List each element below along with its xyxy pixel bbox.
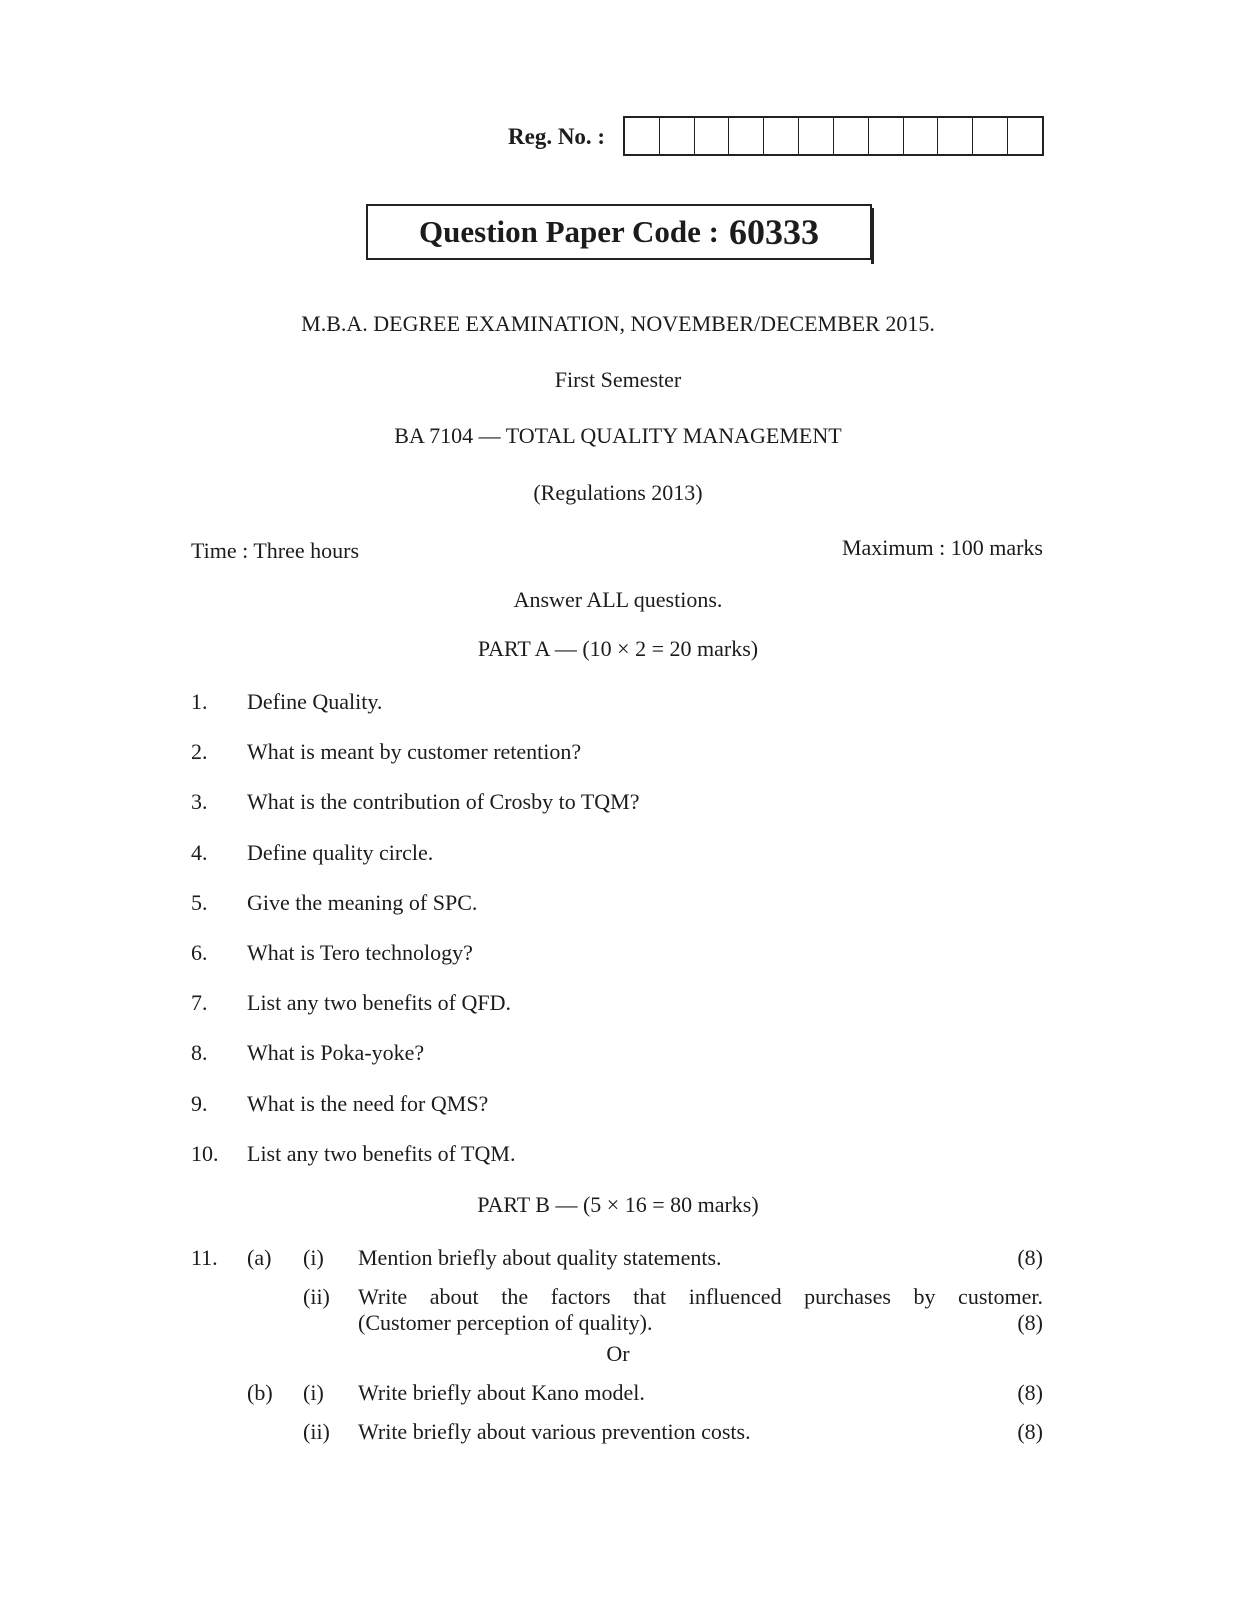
semester: First Semester (554, 367, 682, 392)
reg-no-cell[interactable] (764, 118, 799, 154)
sub-question-text: Write briefly about various prevention costs. (358, 1419, 751, 1444)
reg-no-cell[interactable] (625, 118, 660, 154)
question-text: What is Tero technology? (247, 940, 473, 965)
subject: BA 7104 — TOTAL QUALITY MANAGEMENT (394, 423, 842, 448)
question-text: What is the contribution of Crosby to TQM? (247, 789, 640, 814)
reg-no-cell[interactable] (799, 118, 834, 154)
reg-no-cell[interactable] (729, 118, 764, 154)
question-number: 7. (191, 990, 208, 1015)
sub-ii-label: (ii) (303, 1284, 330, 1309)
question-number: 6. (191, 940, 208, 965)
question-number: 3. (191, 789, 208, 814)
reg-no-label: Reg. No. : (508, 124, 606, 149)
marks-label: (8) (1017, 1310, 1043, 1335)
question-number: 5. (191, 890, 208, 915)
option-a-label: (a) (247, 1245, 272, 1270)
regulations: (Regulations 2013) (533, 480, 703, 505)
part-b-heading: PART B — (5 × 16 = 80 marks) (477, 1192, 759, 1217)
question-text: Give the meaning of SPC. (247, 890, 478, 915)
reg-no-cell[interactable] (660, 118, 695, 154)
sub-question-text: Mention briefly about quality statements. (358, 1245, 722, 1270)
exam-title: M.B.A. DEGREE EXAMINATION, NOVEMBER/DECEMBER 2015. (301, 311, 935, 336)
reg-no-cell[interactable] (973, 118, 1008, 154)
question-text: List any two benefits of QFD. (247, 990, 511, 1015)
maximum-marks: Maximum : 100 marks (841, 535, 1043, 560)
reg-no-cell[interactable] (869, 118, 904, 154)
sub-i-label: (i) (303, 1245, 324, 1270)
sub-question-text-cont: (Customer perception of quality). (358, 1310, 653, 1335)
marks-label: (8) (1017, 1245, 1043, 1270)
question-text: Define Quality. (247, 689, 383, 714)
option-b-label: (b) (247, 1380, 273, 1405)
reg-no-cell[interactable] (1008, 118, 1042, 154)
question-text: What is the need for QMS? (247, 1091, 489, 1116)
question-number: 1. (191, 689, 208, 714)
reg-no-cell[interactable] (938, 118, 973, 154)
question-text: Define quality circle. (247, 840, 434, 865)
code-label: Question Paper Code : (419, 214, 719, 249)
sub-question-text: Write about the factors that influenced purchases by customer. (358, 1284, 1043, 1309)
reg-no-cell[interactable] (904, 118, 939, 154)
question-text: What is meant by customer retention? (247, 739, 582, 764)
marks-label: (8) (1017, 1419, 1043, 1444)
code-box-shadow (871, 208, 874, 264)
question-number: 2. (191, 739, 208, 764)
question-number: 4. (191, 840, 208, 865)
question-number: 11. (191, 1245, 218, 1270)
instruction: Answer ALL questions. (513, 587, 723, 612)
reg-no-cell[interactable] (695, 118, 730, 154)
question-text: List any two benefits of TQM. (247, 1141, 516, 1166)
reg-no-cell[interactable] (834, 118, 869, 154)
code-number: 60333 (728, 212, 819, 252)
sub-ii-label: (ii) (303, 1419, 330, 1444)
reg-no-boxes[interactable] (623, 116, 1044, 156)
question-paper-code-box (366, 204, 872, 260)
marks-label: (8) (1017, 1380, 1043, 1405)
question-text: What is Poka-yoke? (247, 1040, 425, 1065)
sub-i-label: (i) (303, 1380, 324, 1405)
sub-question-text: Write briefly about Kano model. (358, 1380, 645, 1405)
question-number: 8. (191, 1040, 208, 1065)
part-a-heading: PART A — (10 × 2 = 20 marks) (477, 636, 759, 661)
question-number: 9. (191, 1091, 208, 1116)
time-allowed: Time : Three hours (191, 538, 360, 563)
question-number: 10. (191, 1141, 219, 1166)
or-separator: Or (606, 1341, 630, 1366)
